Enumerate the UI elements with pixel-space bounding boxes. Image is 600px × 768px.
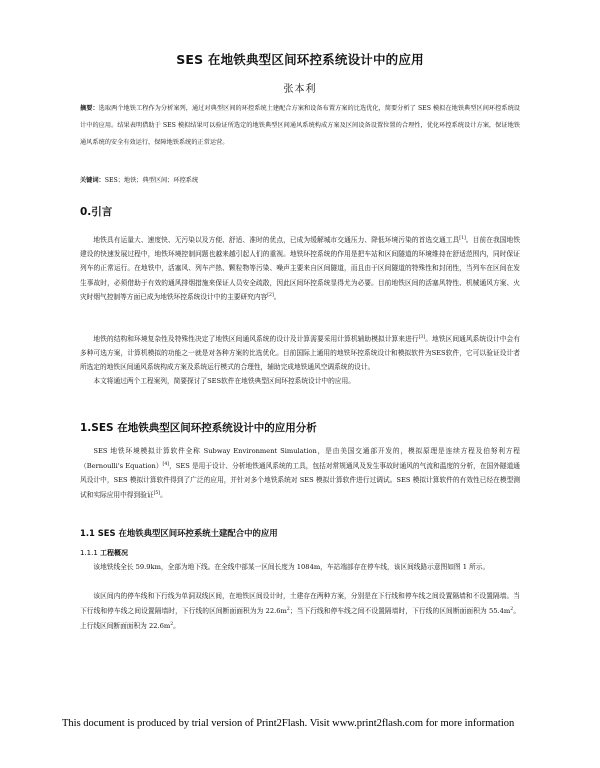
- intro-paragraph-2: [80, 332, 520, 374]
- keywords-label: 关键词：: [80, 177, 105, 184]
- paper-title: SES 在地铁典型区间环控系统设计中的应用: [176, 52, 424, 67]
- intro-p2-text-a: 地铁的结构和环境复杂性及特殊性决定了地铁区间通风系统的设计及计算需要采用计算机辅助模拟计算来进行: [93, 335, 419, 343]
- abstract-label: 摘要：: [80, 105, 99, 112]
- intro-p1-text-c: 。: [273, 292, 281, 301]
- citation-3: [3]: [418, 334, 426, 340]
- author-name: 张本利: [283, 84, 317, 95]
- subsection-title: 工程概况: [100, 549, 129, 557]
- subsection-heading-1-1-1: [80, 548, 128, 558]
- intro-p2-text-b: 。地铁区间通风系统设计中会有多种可选方案，计算机模拟的功能之一就是对各种方案的比选优化。目前国际上通用的地铁环控系统设计和模拟软件为SES软件，它可以验证设计者所选定的地铁区间通风系统构成方案及系统运行模式的合理性，辅助完成地铁通风空调系统的设计。: [80, 335, 520, 371]
- sec11-text-b: ；当下行线和停车线之间不设置隔墙时，下行线的区间断面面积为 55.4m: [289, 607, 511, 615]
- keywords: [80, 175, 520, 187]
- superscript-2: 2: [170, 621, 174, 627]
- sec1-text-c: 。: [160, 490, 167, 499]
- subsection-number: 1.1.1: [80, 549, 101, 557]
- citation-1: [1]: [459, 235, 466, 241]
- section-1-1-paragraph-2: [80, 589, 520, 634]
- section-1-paragraph: [80, 444, 520, 502]
- section-heading-1: 1.SES 在地铁典型区间环控系统设计中的应用分析: [80, 422, 317, 434]
- trial-watermark-footer: This document is produced by trial version of Print2Flash. Visit www.print2flash.com for more information: [62, 718, 515, 729]
- superscript-2: 2: [510, 606, 514, 612]
- sec11-text-a: 该区间内的停车线和下行线为单洞双线区间，在地铁区间设计时，土建存在两种方案，分别是在下行线和停车线之间设置隔墙和不设置隔墙。当下行线和停车线之间设置隔墙时，下行线的区间断面面积为为 22.6m: [80, 592, 520, 615]
- section-heading-1-1: 1.1 SES 在地铁典型区间环控系统土建配合中的应用: [80, 528, 278, 538]
- section-heading-intro: 0.引言: [80, 206, 113, 218]
- intro-p1-text-b: 。目前在我国地铁建设的快速发展过程中，地铁环境控制问题也越来越引起人们的重视。地铁环控系统的作用是把车站和区间隧道的环境维持在舒适范围内，同时保证列车的正常运行。在地铁中，活塞风、列车产热、颗粒物等污染、噪声主要来自区间隧道，而且由于区间隧道的特殊性和封闭性，当列车在区间在发生事故时，必须借助于有效的通风排烟措施来保证人员安全疏散，因此区间环控系统显得尤为必要。目前地铁区间的活塞风特性、机械通风方案、火灾时烟气控制等方面已成为地铁环控系统设计中的主要研究内容: [80, 236, 521, 301]
- sec11-text-c: 。上行线区间断面面积为 22.6m: [80, 607, 521, 630]
- superscript-2: 2: [286, 606, 290, 612]
- keywords-text: SES；地铁；典型区间；环控系统: [104, 177, 199, 184]
- intro-paragraph-1: [80, 233, 520, 304]
- intro-paragraph-3: 本文将通过两个工程案列，简要探讨了SES软件在地铁典型区间环控系统设计中的应用。: [93, 377, 355, 385]
- citation-2: [2]: [267, 292, 274, 298]
- abstract-text: 选取两个地铁工程作为分析案列，通过对典型区间的环控系统土建配合方案和设备布置方案的比选优化，简要分析了 SES 模拟在地铁典型区间环控系统设计中的应用。结果表明借助于 SES 模拟结果可以验证所选定的地铁典型区间通风系统构成方案及区间设备设置位置的合理性，优化环控系统设计方案，保证地铁通风系统的安全有效运行，保障地铁系统的正常运营。: [80, 105, 520, 146]
- sec11-text-d: 。: [173, 622, 180, 630]
- sec1-text-a: SES 地铁环境模拟计算软件全称 Subway Environment Simulation，是由美国交通部开发的，模拟原理是连续方程及伯努利方程（Bernoulli's Equation）: [80, 447, 520, 470]
- section-1-1-paragraph-1: 该地铁线全长 59.9km，全部为地下线。在全线中部某一区间长度为 1084m，车站端部存在停车线，该区间线路示意图如图 1 所示。: [93, 563, 490, 571]
- citation-5: [5]: [153, 490, 161, 496]
- citation-4: [4]: [162, 461, 170, 467]
- abstract: [80, 100, 520, 151]
- sec1-text-b: ，SES 是用于设计、分析地铁通风系统的工具，包括对常规通风及发生事故时通风的气流和温度的分析，在国外隧道通风设计中，SES 模拟计算软件得到了广泛的应用，并针对多个地铁系统对 SES 模拟计算软件进行过调试。SES 模拟计算软件的有效性已经在模型测试和实际应用中得到验证: [80, 461, 520, 499]
- intro-p1-text-a: 地铁具有运量大、速度快、无污染以及方便、舒适、准时的优点，已成为缓解城市交通压力、降低环境污染的首选交通工具: [93, 236, 460, 244]
